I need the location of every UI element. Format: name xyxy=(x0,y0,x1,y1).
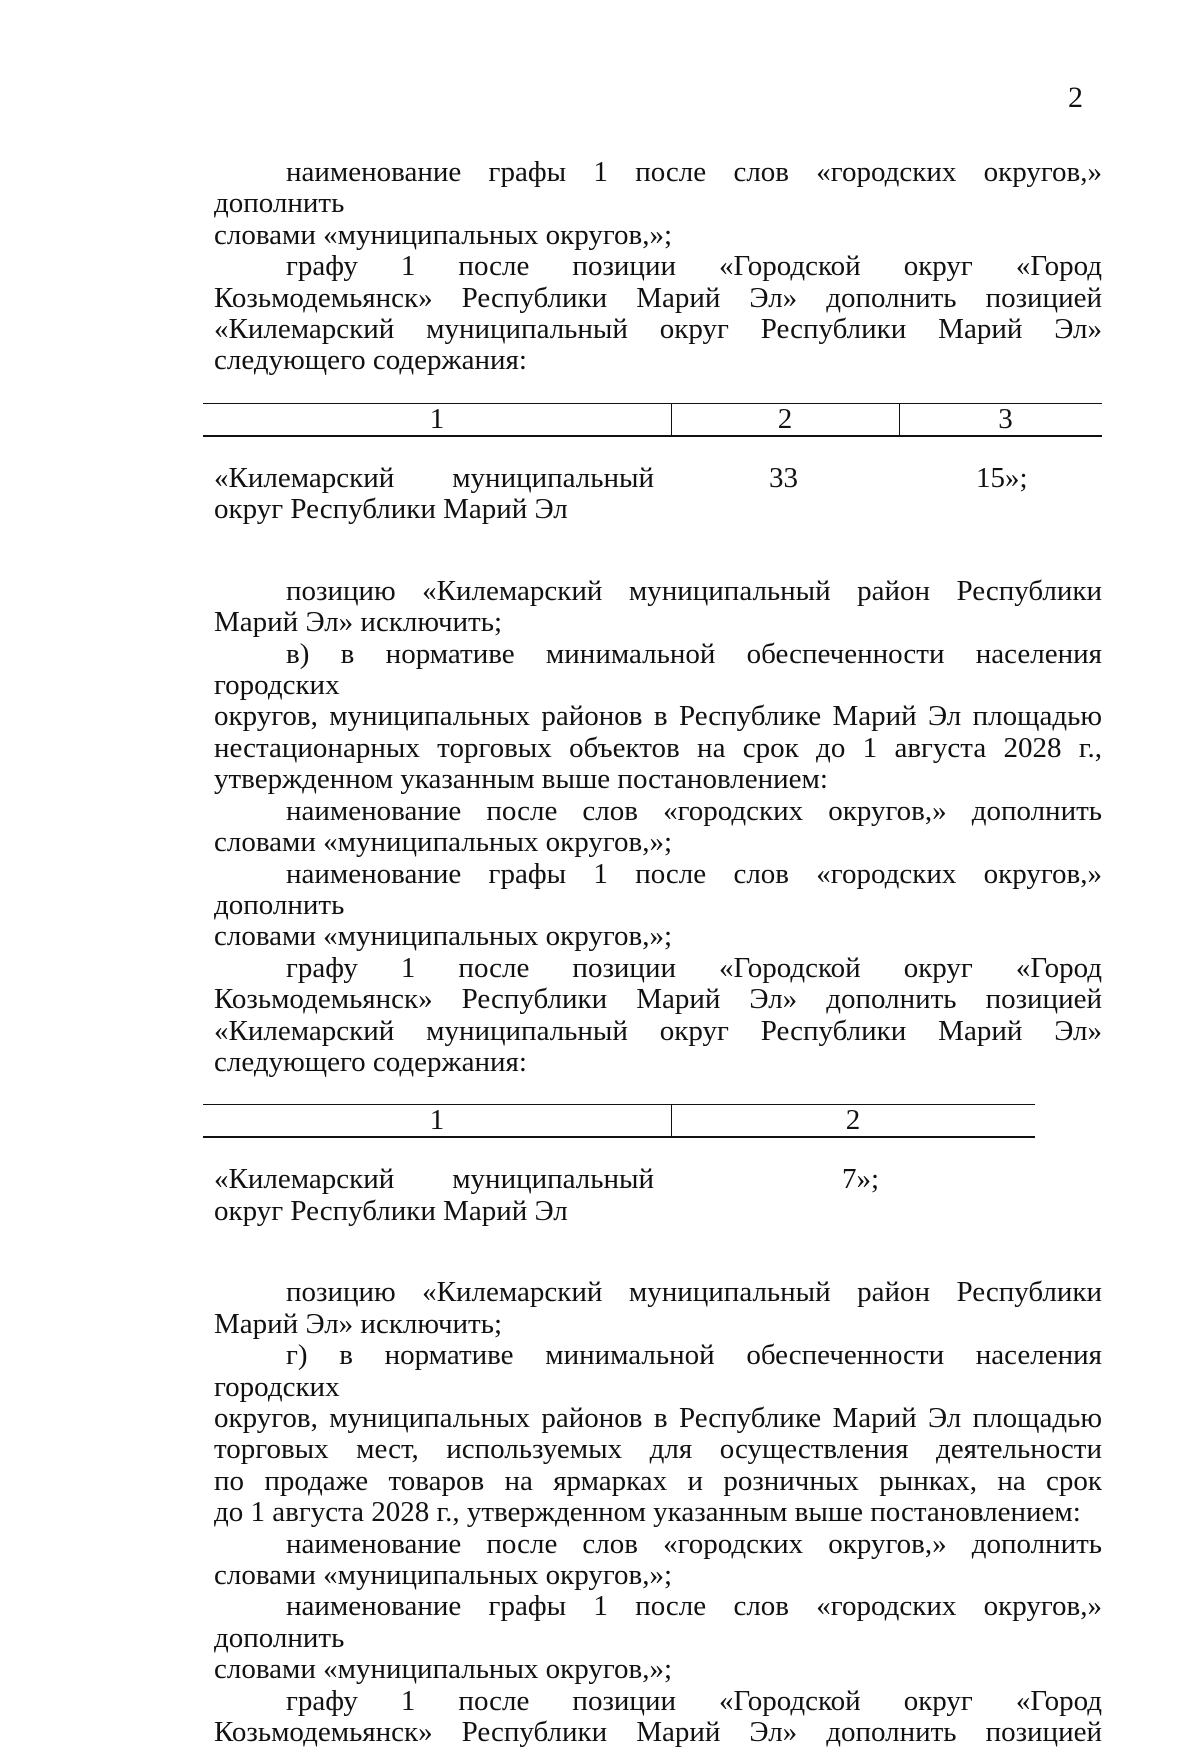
paragraph-item-v xyxy=(214,639,1102,796)
row-name xyxy=(214,463,654,526)
text-line: округ Республики Марий Эл xyxy=(214,493,568,526)
column-header-2: 2 xyxy=(777,402,793,435)
text-line: позицию «Килемарский муниципальный район Республики xyxy=(286,1276,1102,1309)
text-line: графу 1 после позиции «Городской округ «Город xyxy=(286,250,1102,283)
text-line: наименование после слов «городских округов,» дополнить xyxy=(286,1527,1102,1560)
paragraph-exclude-position-2 xyxy=(214,1277,1102,1340)
text-line: наименование графы 1 после слов «городских округов,» дополнить xyxy=(214,1590,1102,1654)
paragraph-insert-position-2 xyxy=(214,953,1102,1079)
text-line: графу 1 после позиции «Городской округ «Город xyxy=(286,951,1102,984)
table-row xyxy=(214,1164,1102,1227)
text-line: словами «муниципальных округов,»; xyxy=(214,1653,673,1686)
text-line: словами «муниципальных округов,»; xyxy=(214,218,673,251)
table-row xyxy=(214,463,1102,526)
document-body xyxy=(214,157,1102,1748)
column-header-2: 2 xyxy=(845,1104,861,1137)
spacer xyxy=(214,526,1102,576)
column-header-1: 1 xyxy=(429,402,445,435)
text-line: позицию «Килемарский муниципальный район Республики xyxy=(286,574,1102,607)
text-line: округ Республики Марий Эл xyxy=(214,1194,568,1227)
text-line: словами «муниципальных округов,»; xyxy=(214,1559,673,1591)
text-line: Козьмодемьянск» Республики Марий Эл» дополнить позицией xyxy=(214,281,1102,314)
text-line: следующего содержания: xyxy=(214,1045,527,1078)
text-line: округов, муниципальных районов в Республике Марий Эл площадью xyxy=(214,700,1102,733)
paragraph-heading-amend-3 xyxy=(214,1591,1102,1685)
text-line: «Килемарский муниципальный округ Республики Марий Эл» xyxy=(214,313,1102,346)
text-line: наименование графы 1 после слов «городских округов,» дополнить xyxy=(214,857,1102,921)
row-name xyxy=(214,1164,654,1227)
paragraph-name-amend-3 xyxy=(214,1529,1102,1592)
row-value-col3: 15»; xyxy=(976,461,1028,494)
paragraph-heading-amend-1 xyxy=(214,157,1102,251)
text-line: Марий Эл» исключить; xyxy=(214,1307,503,1340)
text-line: в) в нормативе минимальной обеспеченности населения городских xyxy=(214,637,1102,702)
row-value-col2: 7»; xyxy=(842,1163,880,1196)
text-line: «Килемарский муниципальный xyxy=(214,1163,654,1196)
text-line: следующего содержания: xyxy=(214,344,527,377)
text-line: торговых мест, используемых для осуществления деятельности xyxy=(214,1433,1102,1466)
paragraph-name-amend-2 xyxy=(214,796,1102,859)
paragraph-exclude-position-1 xyxy=(214,576,1102,639)
text-line: Козьмодемьянск» Республики Марий Эл» дополнить позицией xyxy=(214,983,1102,1016)
text-line: нестационарных торговых объектов на срок до 1 августа 2028 г., xyxy=(214,731,1102,764)
text-line: г) в нормативе минимальной обеспеченности населения городских xyxy=(214,1339,1102,1403)
text-line: наименование графы 1 после слов «городских округов,» дополнить xyxy=(214,156,1102,220)
text-line: словами «муниципальных округов,»; xyxy=(214,920,673,953)
paragraph-item-g xyxy=(214,1340,1102,1528)
text-line: утвержденном указанным выше постановлением: xyxy=(214,763,828,796)
text-line: по продаже товаров на ярмарках и розничных рынках, на срок xyxy=(214,1464,1102,1497)
paragraph-insert-position-3 xyxy=(214,1686,1102,1748)
row-value-col2: 33 xyxy=(769,461,798,494)
text-line: «Килемарский муниципальный xyxy=(214,461,654,494)
column-header-3: 3 xyxy=(998,402,1013,435)
text-line: округов, муниципальных районов в Республике Марий Эл площадью xyxy=(214,1401,1102,1434)
paragraph-heading-amend-2 xyxy=(214,859,1102,953)
page-number: 2 xyxy=(1068,81,1083,114)
column-header-1: 1 xyxy=(429,1104,445,1137)
table-header-3col xyxy=(203,403,1102,437)
text-line: графу 1 после позиции «Городской округ «Город xyxy=(286,1684,1102,1717)
paragraph-insert-position-1 xyxy=(214,251,1102,377)
text-line: Марий Эл» исключить; xyxy=(214,606,503,639)
text-line: Козьмодемьянск» Республики Марий Эл» дополнить позицией xyxy=(214,1716,1102,1748)
text-line: до 1 августа 2028 г., утвержденном указанным выше постановлением: xyxy=(214,1496,1081,1529)
spacer xyxy=(214,1227,1102,1277)
text-line: наименование после слов «городских округов,» дополнить xyxy=(286,794,1102,827)
text-line: словами «муниципальных округов,»; xyxy=(214,826,673,859)
text-line: «Килемарский муниципальный округ Республики Марий Эл» xyxy=(214,1014,1102,1047)
table-header-2col xyxy=(203,1104,1035,1138)
